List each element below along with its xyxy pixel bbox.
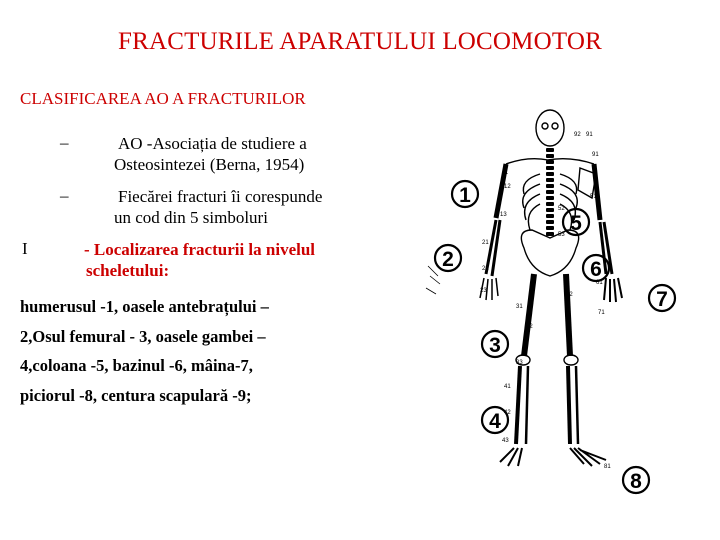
number-label: 6: [590, 258, 602, 281]
pelvis-shape: [521, 230, 578, 276]
code-label: 22: [482, 266, 489, 272]
skeleton-drawing: [426, 110, 622, 466]
code-label: 33: [516, 360, 523, 366]
section-heading: [84, 239, 315, 281]
number-label: 3: [489, 334, 501, 357]
section-body: [20, 292, 269, 410]
code-label: 51: [590, 194, 597, 200]
page-title: FRACTURILE APARATULUI LOCOMOTOR: [117, 28, 603, 55]
bullet-line: Fiecărei fracturi îi corespunde: [118, 187, 323, 206]
code-label: 32: [526, 324, 533, 330]
page-subtitle: CLASIFICAREA AO A FRACTURILOR: [20, 89, 306, 108]
skull-shape: [536, 110, 564, 146]
body-line: 4,coloana -5, bazinul -6, mâina-7,: [20, 356, 253, 375]
code-label: 92: [574, 132, 581, 138]
code-label: 43: [502, 438, 509, 444]
spine-shape: [546, 148, 554, 236]
code-label: 31: [516, 304, 523, 310]
code-label: 53: [558, 232, 565, 238]
number-label: 5: [570, 212, 582, 235]
number-label: 8: [630, 470, 642, 493]
number-label: 4: [489, 410, 501, 433]
section-heading-line: scheletului:: [86, 261, 170, 280]
right-femur-shape: [566, 274, 570, 356]
body-line: humerusul -1, oasele antebrațului –: [20, 297, 269, 316]
code-label: 91: [586, 132, 593, 138]
left-femur-shape: [524, 274, 534, 356]
bullet-line: Osteosintezei (Berna, 1954): [114, 155, 305, 174]
section-heading-line: - Localizarea fracturii la nivelul: [84, 240, 316, 259]
code-label: 12: [504, 184, 511, 190]
code-label: 52: [558, 206, 565, 212]
code-label: 62: [566, 292, 573, 298]
code-label: 61: [596, 280, 603, 286]
bullet-text: [114, 186, 322, 228]
number-label: 2: [442, 248, 454, 271]
right-humerus-shape: [594, 164, 600, 220]
bullet-text: [114, 133, 307, 175]
code-label: 41: [504, 384, 511, 390]
bullet-marker: –: [60, 186, 69, 205]
bullet-marker: –: [60, 133, 69, 152]
body-line: piciorul -8, centura scapulară -9;: [20, 385, 252, 405]
code-label: 81: [604, 464, 611, 470]
code-label: 91: [592, 152, 599, 158]
number-label: 1: [459, 184, 471, 207]
code-label: 23: [480, 288, 487, 294]
body-line: 2,Osul femural - 3, oasele gambei –: [20, 326, 266, 346]
number-label: 7: [656, 288, 668, 311]
bullet-line: AO -Asociația de studiere a: [118, 134, 307, 153]
skeleton-diagram: [420, 98, 710, 510]
code-label: 42: [504, 410, 511, 416]
code-label: 71: [598, 310, 605, 316]
code-label: 11: [502, 170, 509, 176]
bullet-line: un cod din 5 simboluri: [114, 208, 268, 227]
section-roman-numeral: I: [22, 239, 28, 258]
code-label: 13: [500, 212, 507, 218]
code-label: 21: [482, 240, 489, 246]
